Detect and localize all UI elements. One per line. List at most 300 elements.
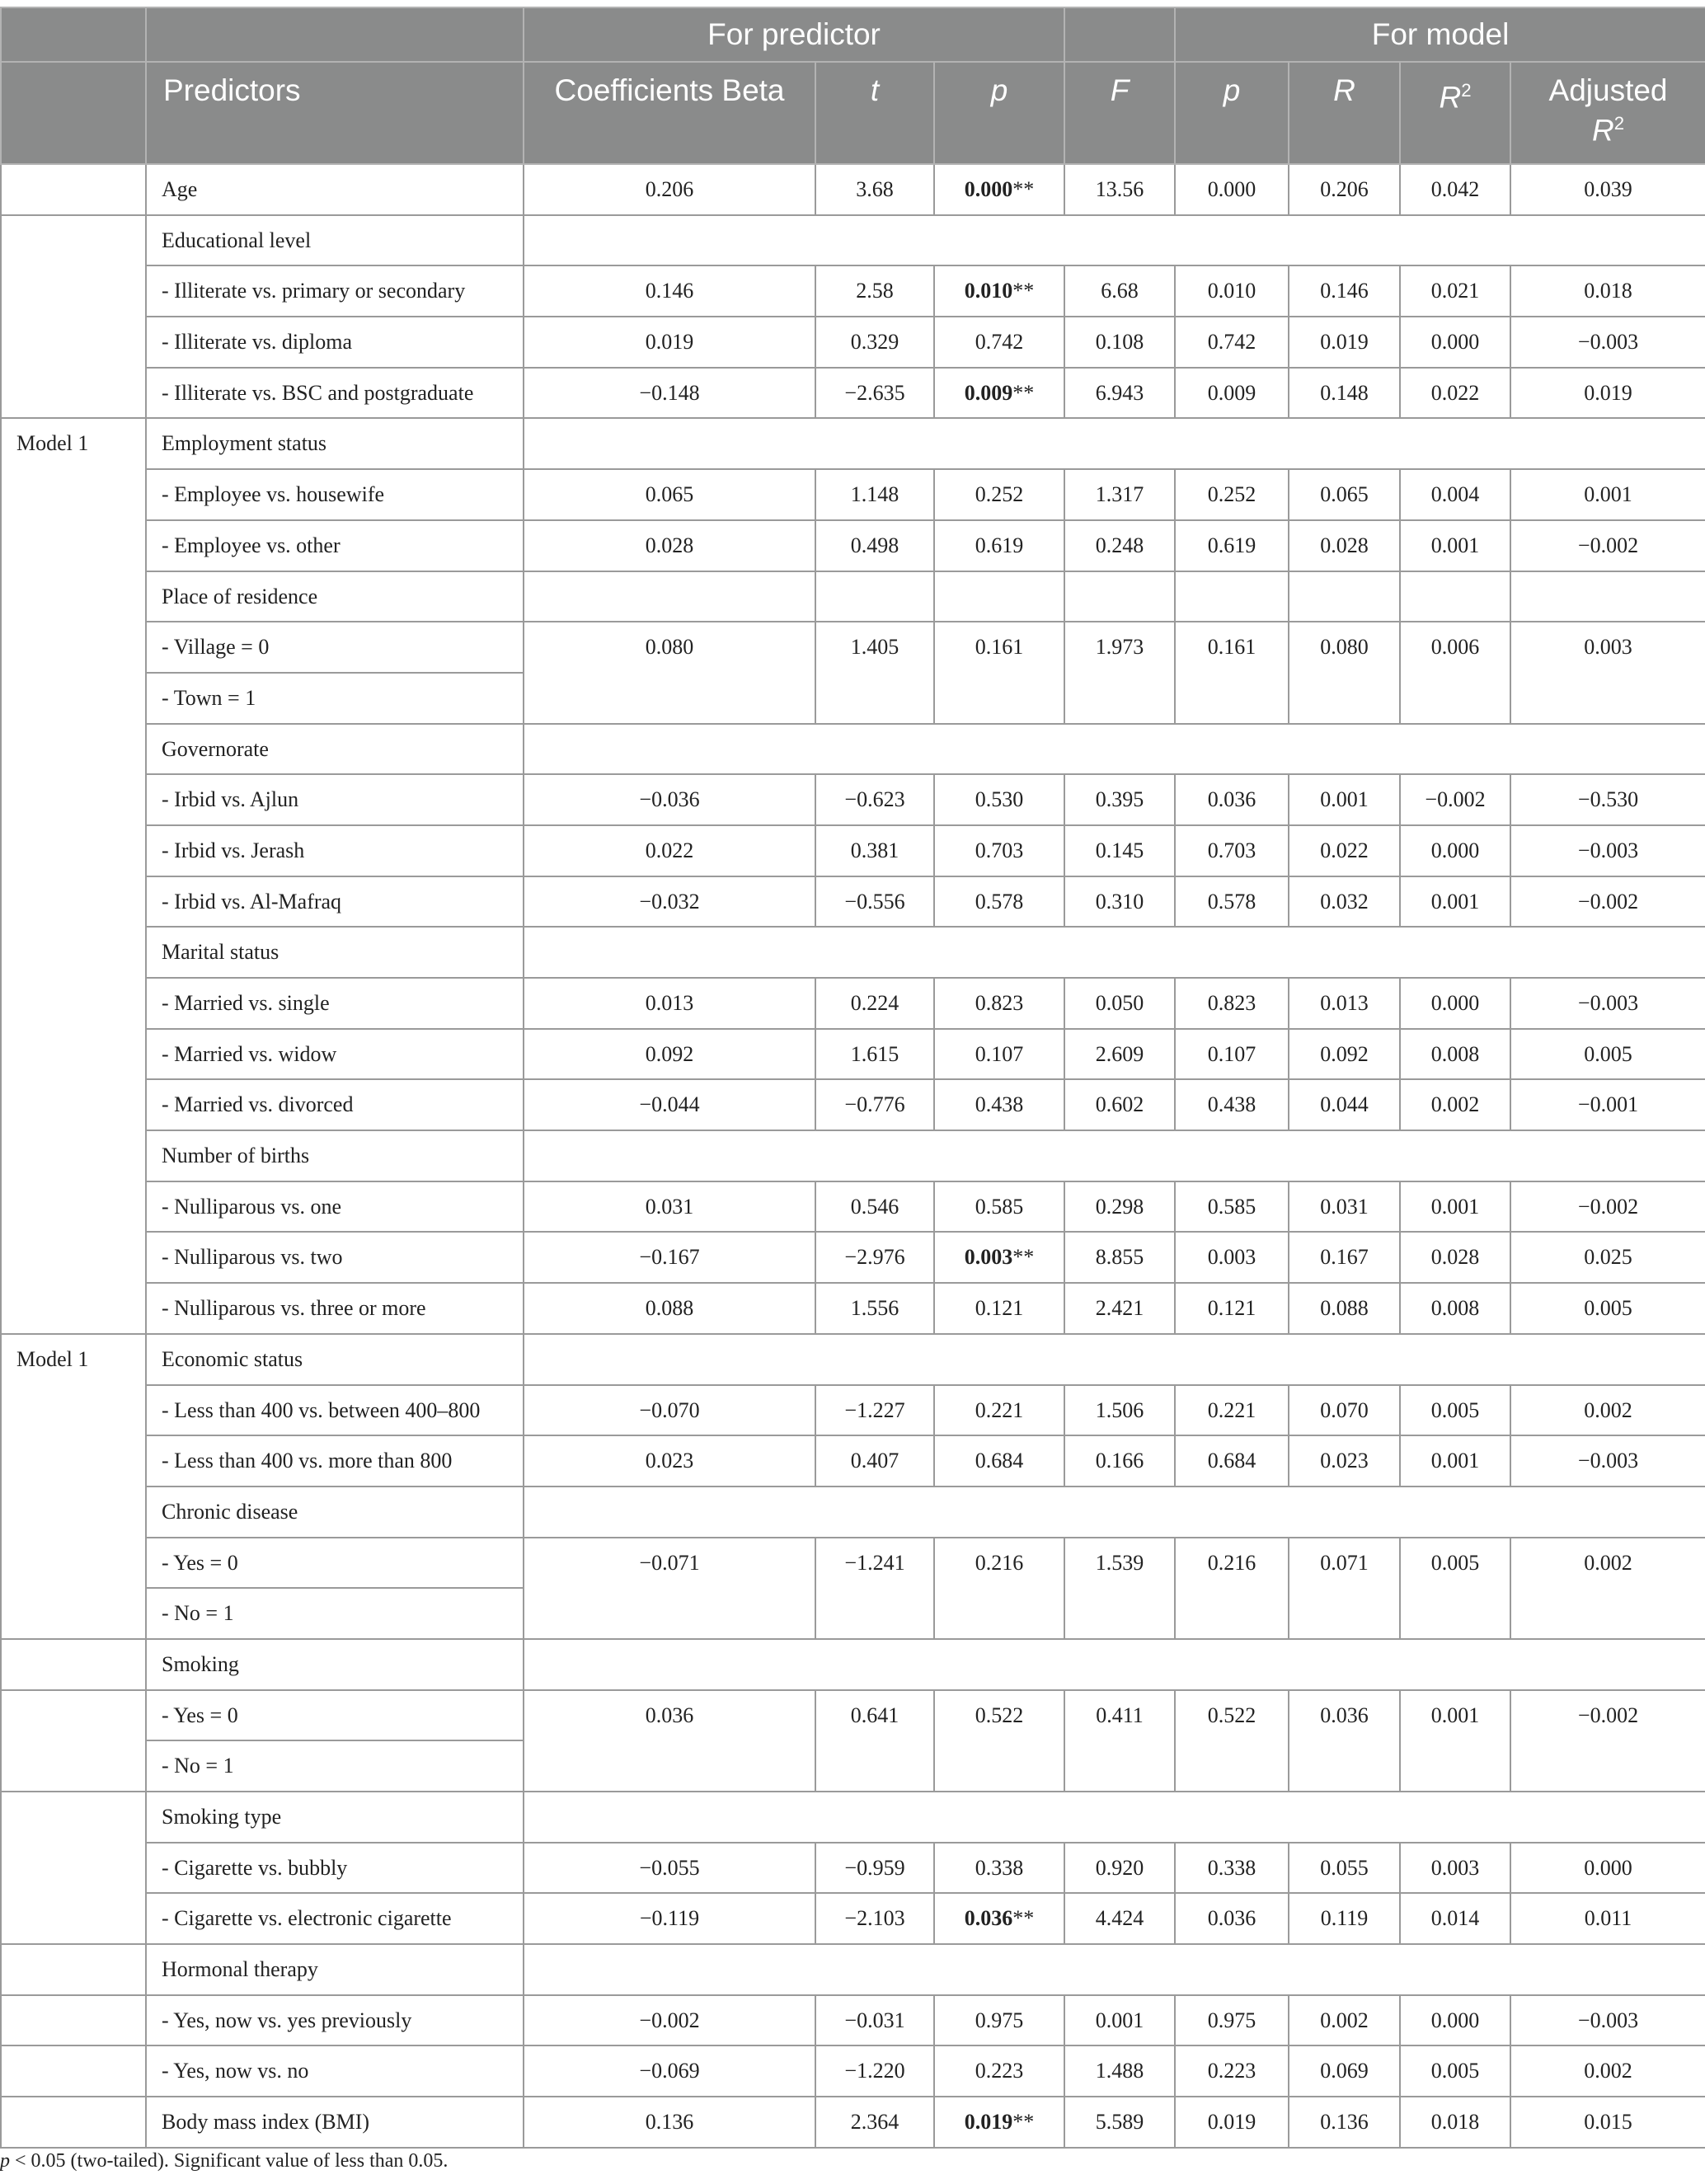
adjusted-r2-cell: −0.002 bbox=[1510, 876, 1705, 928]
adjusted-r2-cell: −0.003 bbox=[1510, 825, 1705, 876]
p-cell: 0.619 bbox=[934, 520, 1064, 571]
model-p-cell: 0.684 bbox=[1175, 1435, 1289, 1487]
adjusted-r2-cell: −0.002 bbox=[1510, 1181, 1705, 1233]
t-cell: 1.148 bbox=[815, 469, 934, 520]
t-cell: 0.546 bbox=[815, 1181, 934, 1233]
table-row bbox=[1, 1029, 1705, 1080]
beta-cell: 0.136 bbox=[524, 2097, 815, 2148]
table-row bbox=[1, 1843, 1705, 1894]
table-row bbox=[1, 1944, 1705, 1995]
adjusted-r2-cell: 0.015 bbox=[1510, 2097, 1705, 2148]
model-p-cell: 0.009 bbox=[1175, 368, 1289, 419]
beta-cell: −0.036 bbox=[524, 774, 815, 825]
p-cell: 0.438 bbox=[934, 1079, 1064, 1130]
f-cell: 0.050 bbox=[1064, 978, 1175, 1029]
table-row bbox=[1, 317, 1705, 368]
table-row bbox=[1, 1181, 1705, 1233]
beta-cell: 0.028 bbox=[524, 520, 815, 571]
model-p-cell: 0.975 bbox=[1175, 1995, 1289, 2046]
empty-cell bbox=[524, 215, 1705, 266]
r2-cell: 0.008 bbox=[1400, 1029, 1510, 1080]
p-cell: 0.585 bbox=[934, 1181, 1064, 1233]
f-cell: 1.539 bbox=[1064, 1538, 1175, 1639]
table-row bbox=[1, 571, 1705, 622]
model-p-cell: 0.585 bbox=[1175, 1181, 1289, 1233]
t-cell: 3.68 bbox=[815, 164, 934, 215]
adjusted-r2-cell: 0.001 bbox=[1510, 469, 1705, 520]
p-cell: 0.338 bbox=[934, 1843, 1064, 1894]
group-label-model-1: Model 1 bbox=[1, 418, 146, 1333]
table-row bbox=[1, 1385, 1705, 1436]
r2-cell: 0.018 bbox=[1400, 2097, 1510, 2148]
table-row bbox=[1, 1435, 1705, 1487]
significance-marker: ** bbox=[1012, 177, 1035, 201]
group-cell bbox=[1, 2045, 146, 2097]
predictor-label: - Illiterate vs. BSC and postgraduate bbox=[146, 368, 524, 419]
empty-cell bbox=[524, 1487, 1705, 1538]
t-cell: 2.364 bbox=[815, 2097, 934, 2148]
significant-p-value: 0.010 bbox=[964, 279, 1013, 303]
r-cell: 0.080 bbox=[1289, 622, 1400, 723]
table-row bbox=[1, 825, 1705, 876]
header-for-model: For model bbox=[1175, 7, 1705, 62]
predictor-label: Smoking bbox=[146, 1639, 524, 1690]
p-cell: 0.221 bbox=[934, 1385, 1064, 1436]
p-cell: 0.742 bbox=[934, 317, 1064, 368]
predictor-label: - Married vs. divorced bbox=[146, 1079, 524, 1130]
t-cell: 1.615 bbox=[815, 1029, 934, 1080]
f-cell: 13.56 bbox=[1064, 164, 1175, 215]
significance-marker: ** bbox=[1012, 1245, 1035, 1270]
adjusted-r2-cell: 0.039 bbox=[1510, 164, 1705, 215]
beta-cell: −0.070 bbox=[524, 1385, 815, 1436]
adjusted-r2-cell: 0.000 bbox=[1510, 1843, 1705, 1894]
t-cell: −0.959 bbox=[815, 1843, 934, 1894]
r2-cell: 0.003 bbox=[1400, 1843, 1510, 1894]
predictor-label: - Irbid vs. Ajlun bbox=[146, 774, 524, 825]
predictor-label: Hormonal therapy bbox=[146, 1944, 524, 1995]
predictor-label: - Married vs. single bbox=[146, 978, 524, 1029]
f-cell: 1.506 bbox=[1064, 1385, 1175, 1436]
significant-p-value: 0.019 bbox=[964, 2110, 1013, 2135]
adjusted-r2-cell: 0.018 bbox=[1510, 265, 1705, 317]
predictor-label: - Yes, now vs. no bbox=[146, 2045, 524, 2097]
header-empty-cell bbox=[146, 7, 524, 62]
table-row bbox=[1, 1893, 1705, 1944]
adjusted-r2-cell: −0.002 bbox=[1510, 1690, 1705, 1792]
header-empty-cell bbox=[1, 7, 146, 62]
t-cell: −0.776 bbox=[815, 1079, 934, 1130]
table-row bbox=[1, 1995, 1705, 2046]
beta-cell: −0.044 bbox=[524, 1079, 815, 1130]
r-cell: 0.001 bbox=[1289, 774, 1400, 825]
predictor-label: - No = 1 bbox=[146, 1740, 524, 1792]
f-cell: 0.310 bbox=[1064, 876, 1175, 928]
r2-cell: 0.005 bbox=[1400, 1385, 1510, 1436]
r-cell: 0.136 bbox=[1289, 2097, 1400, 2148]
p-cell: 0.121 bbox=[934, 1283, 1064, 1334]
r-cell: 0.206 bbox=[1289, 164, 1400, 215]
table-row bbox=[1, 418, 1705, 469]
header-empty-cell bbox=[1, 62, 146, 164]
table-row bbox=[1, 368, 1705, 419]
predictor-label: Age bbox=[146, 164, 524, 215]
model-p-cell: 0.010 bbox=[1175, 265, 1289, 317]
r2-cell: 0.001 bbox=[1400, 1181, 1510, 1233]
adjusted-r2-cell: −0.003 bbox=[1510, 317, 1705, 368]
significant-p-value: 0.036 bbox=[964, 1906, 1013, 1931]
t-cell: 0.224 bbox=[815, 978, 934, 1029]
f-cell: 0.001 bbox=[1064, 1995, 1175, 2046]
header-p: p bbox=[934, 62, 1064, 164]
p-cell bbox=[934, 2097, 1064, 2148]
t-cell: 1.556 bbox=[815, 1283, 934, 1334]
beta-cell: 0.013 bbox=[524, 978, 815, 1029]
predictor-label: - Employee vs. housewife bbox=[146, 469, 524, 520]
table-row bbox=[1, 1232, 1705, 1283]
r2-cell: 0.000 bbox=[1400, 317, 1510, 368]
f-cell: 2.609 bbox=[1064, 1029, 1175, 1080]
group-cell bbox=[1, 1690, 146, 1792]
model-p-cell: 0.019 bbox=[1175, 2097, 1289, 2148]
header-empty-cell bbox=[1064, 7, 1175, 62]
t-cell: −0.556 bbox=[815, 876, 934, 928]
f-cell: 0.145 bbox=[1064, 825, 1175, 876]
beta-cell: 0.023 bbox=[524, 1435, 815, 1487]
model-p-cell: 0.161 bbox=[1175, 622, 1289, 723]
r2-cell: 0.000 bbox=[1400, 978, 1510, 1029]
beta-cell: −0.167 bbox=[524, 1232, 815, 1283]
model-p-cell: 0.121 bbox=[1175, 1283, 1289, 1334]
header-for-predictor: For predictor bbox=[524, 7, 1064, 62]
r2-cell: 0.008 bbox=[1400, 1283, 1510, 1334]
predictor-label: - Less than 400 vs. more than 800 bbox=[146, 1435, 524, 1487]
r-cell: 0.070 bbox=[1289, 1385, 1400, 1436]
model-p-cell: 0.578 bbox=[1175, 876, 1289, 928]
p-cell: 0.684 bbox=[934, 1435, 1064, 1487]
predictor-label: - Yes, now vs. yes previously bbox=[146, 1995, 524, 2046]
header-row-columns bbox=[1, 62, 1705, 164]
predictor-label: - Nulliparous vs. one bbox=[146, 1181, 524, 1233]
r-cell: 0.032 bbox=[1289, 876, 1400, 928]
adjusted-r2-cell: 0.005 bbox=[1510, 1029, 1705, 1080]
r-cell: 0.044 bbox=[1289, 1079, 1400, 1130]
model-p-cell: 0.036 bbox=[1175, 1893, 1289, 1944]
adjusted-r2-cell: −0.003 bbox=[1510, 1995, 1705, 2046]
adjusted-r2-cell: 0.005 bbox=[1510, 1283, 1705, 1334]
p-cell: 0.252 bbox=[934, 469, 1064, 520]
adjusted-r2-cell: −0.530 bbox=[1510, 774, 1705, 825]
beta-cell: 0.065 bbox=[524, 469, 815, 520]
p-cell bbox=[934, 1893, 1064, 1944]
model-p-cell: 0.221 bbox=[1175, 1385, 1289, 1436]
beta-cell: −0.055 bbox=[524, 1843, 815, 1894]
model-p-cell: 0.000 bbox=[1175, 164, 1289, 215]
f-cell: 6.68 bbox=[1064, 265, 1175, 317]
r-cell: 0.028 bbox=[1289, 520, 1400, 571]
adjusted-r2-cell: 0.002 bbox=[1510, 2045, 1705, 2097]
adjusted-r2-cell: 0.002 bbox=[1510, 1538, 1705, 1639]
table-row bbox=[1, 1079, 1705, 1130]
r2-cell: 0.004 bbox=[1400, 469, 1510, 520]
f-cell: 0.395 bbox=[1064, 774, 1175, 825]
predictor-label: - Cigarette vs. bubbly bbox=[146, 1843, 524, 1894]
t-cell: 0.498 bbox=[815, 520, 934, 571]
group-cell bbox=[1, 164, 146, 215]
adjusted-r2-cell: 0.011 bbox=[1510, 1893, 1705, 1944]
t-cell: −2.635 bbox=[815, 368, 934, 419]
r-cell: 0.023 bbox=[1289, 1435, 1400, 1487]
beta-cell: 0.031 bbox=[524, 1181, 815, 1233]
r-cell: 0.031 bbox=[1289, 1181, 1400, 1233]
t-cell: 2.58 bbox=[815, 265, 934, 317]
table-row bbox=[1, 1130, 1705, 1181]
predictor-label: Marital status bbox=[146, 927, 524, 978]
predictor-label: Number of births bbox=[146, 1130, 524, 1181]
group-cell bbox=[1, 2097, 146, 2148]
table-row bbox=[1, 774, 1705, 825]
adjusted-r2-cell: 0.002 bbox=[1510, 1385, 1705, 1436]
predictor-label: - Irbid vs. Jerash bbox=[146, 825, 524, 876]
table-row bbox=[1, 164, 1705, 215]
group-label-model-1-second: Model 1 bbox=[1, 1334, 146, 1639]
table-row bbox=[1, 1283, 1705, 1334]
predictor-label: Body mass index (BMI) bbox=[146, 2097, 524, 2148]
predictor-label: - Employee vs. other bbox=[146, 520, 524, 571]
t-cell: −0.623 bbox=[815, 774, 934, 825]
t-cell: −0.031 bbox=[815, 1995, 934, 2046]
t-cell: 1.405 bbox=[815, 622, 934, 723]
predictor-label: Employment status bbox=[146, 418, 524, 469]
adjusted-r2-cell: −0.003 bbox=[1510, 978, 1705, 1029]
r2-cell: −0.002 bbox=[1400, 774, 1510, 825]
beta-cell: −0.032 bbox=[524, 876, 815, 928]
header-f: F bbox=[1064, 62, 1175, 164]
predictor-label: - Yes = 0 bbox=[146, 1690, 524, 1741]
p-cell: 0.823 bbox=[934, 978, 1064, 1029]
t-cell: 0.641 bbox=[815, 1690, 934, 1792]
predictor-label: Educational level bbox=[146, 215, 524, 266]
model-p-cell: 0.107 bbox=[1175, 1029, 1289, 1080]
group-cell bbox=[1, 1639, 146, 1690]
beta-cell: 0.088 bbox=[524, 1283, 815, 1334]
table-row bbox=[1, 520, 1705, 571]
empty-cell bbox=[1064, 571, 1175, 622]
empty-cell bbox=[524, 724, 1705, 775]
r-cell: 0.036 bbox=[1289, 1690, 1400, 1792]
p-cell: 0.530 bbox=[934, 774, 1064, 825]
r2-cell: 0.005 bbox=[1400, 1538, 1510, 1639]
header-row-groups bbox=[1, 7, 1705, 62]
header-adjusted-r2: Adjusted $R^2$ bbox=[1510, 62, 1705, 164]
header-model-p: p bbox=[1175, 62, 1289, 164]
r2-cell: 0.002 bbox=[1400, 1079, 1510, 1130]
predictor-label: - Nulliparous vs. two bbox=[146, 1232, 524, 1283]
significance-marker: ** bbox=[1012, 380, 1035, 405]
predictor-label: - Cigarette vs. electronic cigarette bbox=[146, 1893, 524, 1944]
p-cell bbox=[934, 1232, 1064, 1283]
predictor-label: - Irbid vs. Al-Mafraq bbox=[146, 876, 524, 928]
beta-cell: 0.022 bbox=[524, 825, 815, 876]
beta-cell: 0.092 bbox=[524, 1029, 815, 1080]
table-row bbox=[1, 1334, 1705, 1385]
predictor-label: - Illiterate vs. primary or secondary bbox=[146, 265, 524, 317]
empty-cell bbox=[524, 418, 1705, 469]
adjusted-r2-cell: −0.002 bbox=[1510, 520, 1705, 571]
beta-cell: 0.019 bbox=[524, 317, 815, 368]
empty-cell bbox=[1400, 571, 1510, 622]
model-p-cell: 0.223 bbox=[1175, 2045, 1289, 2097]
r-cell: 0.088 bbox=[1289, 1283, 1400, 1334]
empty-cell bbox=[815, 571, 934, 622]
f-cell: 0.920 bbox=[1064, 1843, 1175, 1894]
f-cell: 0.166 bbox=[1064, 1435, 1175, 1487]
r2-cell: 0.042 bbox=[1400, 164, 1510, 215]
r-cell: 0.146 bbox=[1289, 265, 1400, 317]
p-cell: 0.703 bbox=[934, 825, 1064, 876]
table-row bbox=[1, 622, 1705, 673]
group-cell bbox=[1, 215, 146, 419]
empty-cell bbox=[524, 1944, 1705, 1995]
predictor-label: Economic status bbox=[146, 1334, 524, 1385]
f-cell: 1.973 bbox=[1064, 622, 1175, 723]
table-row bbox=[1, 1639, 1705, 1690]
model-p-cell: 0.036 bbox=[1175, 774, 1289, 825]
f-cell: 4.424 bbox=[1064, 1893, 1175, 1944]
empty-cell bbox=[524, 1792, 1705, 1843]
f-cell: 1.317 bbox=[1064, 469, 1175, 520]
predictor-label: Smoking type bbox=[146, 1792, 524, 1843]
beta-cell: 0.036 bbox=[524, 1690, 815, 1792]
model-p-cell: 0.216 bbox=[1175, 1538, 1289, 1639]
r2-cell: 0.000 bbox=[1400, 1995, 1510, 2046]
t-cell: −1.220 bbox=[815, 2045, 934, 2097]
empty-cell bbox=[524, 571, 815, 622]
group-cell bbox=[1, 1995, 146, 2046]
significant-p-value: 0.009 bbox=[964, 380, 1013, 405]
f-cell: 0.411 bbox=[1064, 1690, 1175, 1792]
r2-cell: 0.006 bbox=[1400, 622, 1510, 723]
model-p-cell: 0.742 bbox=[1175, 317, 1289, 368]
header-r2: $R^2$ bbox=[1400, 62, 1510, 164]
r-cell: 0.148 bbox=[1289, 368, 1400, 419]
r-cell: 0.092 bbox=[1289, 1029, 1400, 1080]
f-cell: 0.248 bbox=[1064, 520, 1175, 571]
beta-cell: 0.146 bbox=[524, 265, 815, 317]
r2-cell: 0.021 bbox=[1400, 265, 1510, 317]
r2-cell: 0.022 bbox=[1400, 368, 1510, 419]
model-p-cell: 0.438 bbox=[1175, 1079, 1289, 1130]
predictor-label: Chronic disease bbox=[146, 1487, 524, 1538]
p-cell bbox=[934, 265, 1064, 317]
header-t: t bbox=[815, 62, 934, 164]
regression-table bbox=[0, 7, 1705, 2149]
t-cell: −2.103 bbox=[815, 1893, 934, 1944]
model-p-cell: 0.522 bbox=[1175, 1690, 1289, 1792]
table-row bbox=[1, 265, 1705, 317]
f-cell: 0.108 bbox=[1064, 317, 1175, 368]
predictor-label: - Yes = 0 bbox=[146, 1538, 524, 1589]
predictor-label: Governorate bbox=[146, 724, 524, 775]
predictor-label: - Nulliparous vs. three or more bbox=[146, 1283, 524, 1334]
significant-p-value: 0.003 bbox=[964, 1245, 1013, 1270]
r-cell: 0.119 bbox=[1289, 1893, 1400, 1944]
table-row bbox=[1, 469, 1705, 520]
r-cell: 0.013 bbox=[1289, 978, 1400, 1029]
r2-cell: 0.001 bbox=[1400, 520, 1510, 571]
empty-cell bbox=[524, 927, 1705, 978]
significant-p-value: 0.000 bbox=[964, 177, 1013, 201]
r2-cell: 0.014 bbox=[1400, 1893, 1510, 1944]
table-row bbox=[1, 2045, 1705, 2097]
predictor-label: - Town = 1 bbox=[146, 673, 524, 724]
r-cell: 0.055 bbox=[1289, 1843, 1400, 1894]
r-cell: 0.022 bbox=[1289, 825, 1400, 876]
p-cell: 0.161 bbox=[934, 622, 1064, 723]
r-cell: 0.071 bbox=[1289, 1538, 1400, 1639]
table-row bbox=[1, 978, 1705, 1029]
r2-cell: 0.005 bbox=[1400, 2045, 1510, 2097]
empty-cell bbox=[1510, 571, 1705, 622]
predictor-label: Place of residence bbox=[146, 571, 524, 622]
model-p-cell: 0.823 bbox=[1175, 978, 1289, 1029]
model-p-cell: 0.703 bbox=[1175, 825, 1289, 876]
t-cell: −2.976 bbox=[815, 1232, 934, 1283]
r-cell: 0.019 bbox=[1289, 317, 1400, 368]
adjusted-r2-cell: −0.003 bbox=[1510, 1435, 1705, 1487]
beta-cell: 0.080 bbox=[524, 622, 815, 723]
p-cell: 0.223 bbox=[934, 2045, 1064, 2097]
predictor-label: - Illiterate vs. diploma bbox=[146, 317, 524, 368]
table-row bbox=[1, 215, 1705, 266]
table-row bbox=[1, 2097, 1705, 2148]
t-cell: −1.227 bbox=[815, 1385, 934, 1436]
empty-cell bbox=[524, 1639, 1705, 1690]
model-p-cell: 0.338 bbox=[1175, 1843, 1289, 1894]
empty-cell bbox=[524, 1130, 1705, 1181]
adjusted-r2-cell: 0.003 bbox=[1510, 622, 1705, 723]
adjusted-r2-cell: 0.019 bbox=[1510, 368, 1705, 419]
group-cell bbox=[1, 1944, 146, 1995]
r2-cell: 0.001 bbox=[1400, 1690, 1510, 1792]
f-cell: 5.589 bbox=[1064, 2097, 1175, 2148]
predictor-label: - Married vs. widow bbox=[146, 1029, 524, 1080]
beta-cell: −0.119 bbox=[524, 1893, 815, 1944]
t-cell: 0.381 bbox=[815, 825, 934, 876]
table-row bbox=[1, 1538, 1705, 1589]
significance-marker: ** bbox=[1012, 1906, 1035, 1931]
header-r: R bbox=[1289, 62, 1400, 164]
f-cell: 0.602 bbox=[1064, 1079, 1175, 1130]
p-cell: 0.578 bbox=[934, 876, 1064, 928]
group-cell bbox=[1, 1792, 146, 1944]
r-cell: 0.069 bbox=[1289, 2045, 1400, 2097]
t-cell: 0.329 bbox=[815, 317, 934, 368]
beta-cell: 0.206 bbox=[524, 164, 815, 215]
f-cell: 6.943 bbox=[1064, 368, 1175, 419]
beta-cell: −0.002 bbox=[524, 1995, 815, 2046]
beta-cell: −0.069 bbox=[524, 2045, 815, 2097]
significance-marker: ** bbox=[1012, 2110, 1035, 2135]
p-cell: 0.216 bbox=[934, 1538, 1064, 1639]
significance-marker: ** bbox=[1012, 279, 1035, 303]
adjusted-r2-cell: −0.001 bbox=[1510, 1079, 1705, 1130]
adjusted-r2-cell: 0.025 bbox=[1510, 1232, 1705, 1283]
r-cell: 0.065 bbox=[1289, 469, 1400, 520]
empty-cell bbox=[1175, 571, 1289, 622]
footnote: p < 0.05 (two-tailed). Significant value of less than 0.05. bbox=[0, 2150, 449, 2172]
p-cell bbox=[934, 368, 1064, 419]
